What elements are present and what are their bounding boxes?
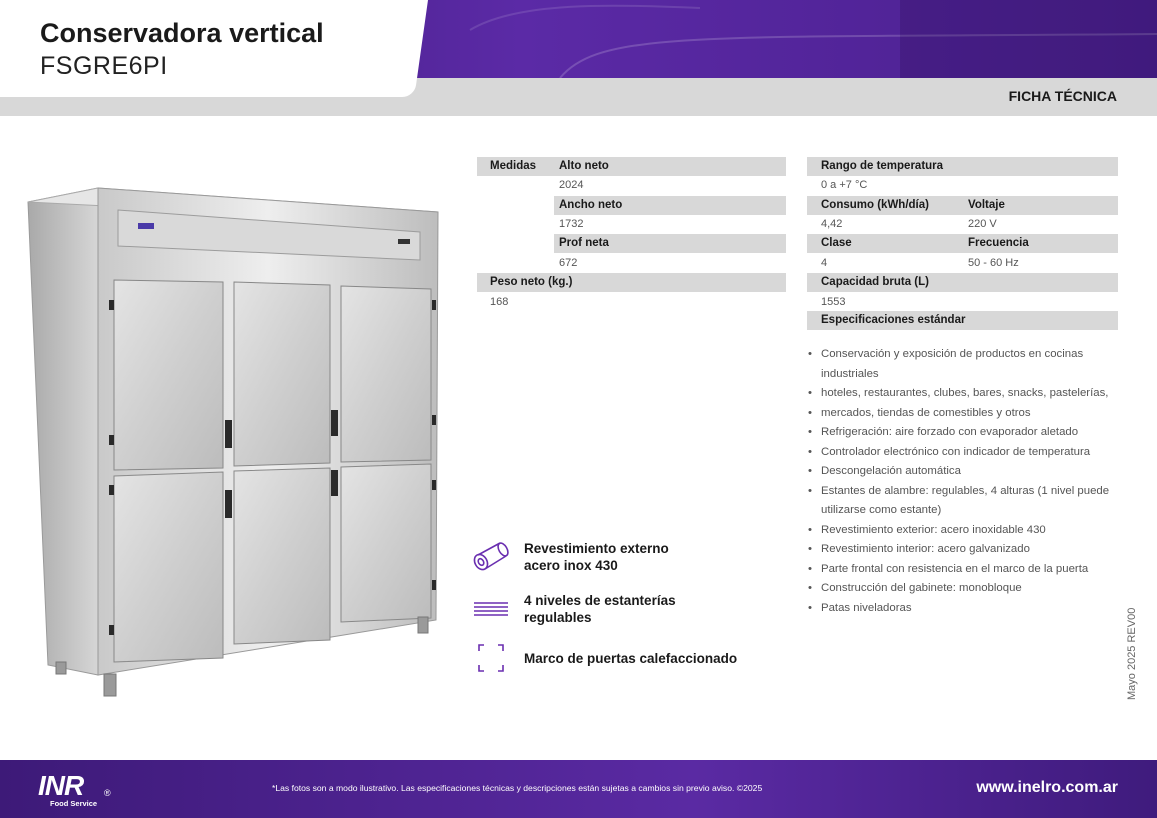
list-item: • Parte frontal con resistencia en el marco de la puerta — [808, 560, 1120, 580]
feature-steel-line1: Revestimiento externo — [524, 541, 669, 556]
capacidad-value: 1553 — [821, 296, 846, 308]
prof-value: 672 — [559, 257, 578, 269]
feature-shelves-text — [524, 592, 774, 626]
prof-header-row — [554, 234, 786, 253]
door-frame-icon — [472, 642, 512, 676]
temp-label: Rango de temperatura — [821, 160, 944, 172]
shelves-icon — [472, 592, 512, 626]
clase-header-row — [807, 234, 1118, 253]
dimensions-header-row — [477, 157, 786, 176]
consumo-label: Consumo (kWh/día) — [821, 199, 929, 211]
temp-header-row — [807, 157, 1118, 176]
feature-shelves-line2: regulables — [524, 610, 592, 625]
model-code: FSGRE6PI — [40, 52, 168, 80]
voltaje-label: Voltaje — [968, 199, 1005, 211]
peso-value: 168 — [490, 296, 509, 308]
feature-frame-text — [524, 650, 774, 667]
revision-label: Mayo 2025 REV00 — [1126, 607, 1138, 700]
logo-wordmark: INR — [38, 770, 84, 801]
feature-frame — [472, 642, 772, 676]
peso-header-row — [477, 273, 786, 292]
list-item: • Revestimiento interior: acero galvanizado — [808, 540, 1120, 560]
list-item: • mercados, tiendas de comestibles y otros — [808, 404, 1120, 424]
list-item: • Revestimiento exterior: acero inoxidable 430 — [808, 521, 1120, 541]
voltaje-value: 220 V — [968, 218, 997, 230]
frecuencia-value: 50 - 60 Hz — [968, 257, 1019, 269]
feature-steel — [472, 540, 772, 576]
ancho-header-row — [554, 196, 786, 215]
capacidad-row — [807, 293, 1118, 312]
alto-row — [477, 176, 786, 195]
disclaimer-text: *Las fotos son a modo ilustrativo. Las especificaciones técnicas y descripciones están sujetas a cambios sin previo aviso. ©2025 — [272, 783, 763, 793]
ancho-value: 1732 — [559, 218, 584, 230]
temp-value: 0 a +7 °C — [821, 179, 868, 191]
website-link[interactable]: www.inelro.com.ar — [976, 779, 1118, 796]
estandar-label: Especificaciones estándar — [821, 314, 966, 326]
list-item: • Descongelación automática — [808, 462, 1120, 482]
list-item: • Refrigeración: aire forzado con evaporador aletado — [808, 423, 1120, 443]
peso-label: Peso neto (kg.) — [490, 276, 573, 288]
feature-shelves — [472, 592, 772, 628]
temp-row — [807, 176, 1118, 195]
list-item: • Construcción del gabinete: monobloque — [808, 579, 1120, 599]
steel-roll-icon — [472, 540, 512, 574]
capacidad-header-row — [807, 273, 1118, 292]
clase-value: 4 — [821, 257, 828, 269]
section-label: FICHA TÉCNICA — [1008, 88, 1117, 104]
consumo-header-row — [807, 196, 1118, 215]
brand-logo — [38, 770, 118, 812]
logo-subtitle: Food Service — [50, 799, 98, 808]
feature-steel-text — [524, 540, 774, 574]
consumo-row — [807, 215, 1118, 234]
clase-label: Clase — [821, 237, 852, 249]
prof-label: Prof neta — [559, 237, 609, 249]
ancho-label: Ancho neto — [559, 199, 623, 211]
standard-specs-list — [808, 345, 1120, 618]
feature-steel-line2: acero inox 430 — [524, 558, 618, 573]
estandar-header-row — [807, 311, 1118, 330]
list-item: • Conservación y exposición de productos en cocinas industriales — [808, 345, 1120, 384]
frecuencia-label: Frecuencia — [968, 237, 1029, 249]
page-title: Conservadora vertical — [40, 18, 324, 48]
brand-badge — [138, 223, 154, 229]
list-item: • Patas niveladoras — [808, 599, 1120, 619]
list-item: • Estantes de alambre: regulables, 4 alturas (1 nivel puede utilizarse como estante) — [808, 482, 1120, 521]
list-item: • Controlador electrónico con indicador de temperatura — [808, 443, 1120, 463]
feature-shelves-line1: 4 niveles de estanterías — [524, 593, 676, 608]
capacidad-label: Capacidad bruta (L) — [821, 276, 929, 288]
prof-row — [477, 254, 786, 273]
list-item: • hoteles, restaurantes, clubes, bares, snacks, pastelerías, — [808, 384, 1120, 404]
logo-registered-mark: ® — [104, 788, 111, 798]
alto-value: 2024 — [559, 179, 584, 191]
medidas-label: Medidas — [490, 160, 537, 172]
consumo-value: 4,42 — [821, 218, 843, 230]
alto-label: Alto neto — [559, 160, 609, 172]
product-image — [18, 170, 448, 740]
feature-frame-line1: Marco de puertas calefaccionado — [524, 651, 738, 666]
ancho-row — [477, 215, 786, 234]
peso-row — [477, 293, 786, 312]
clase-row — [807, 254, 1118, 273]
revision-label-wrap — [1126, 590, 1140, 700]
